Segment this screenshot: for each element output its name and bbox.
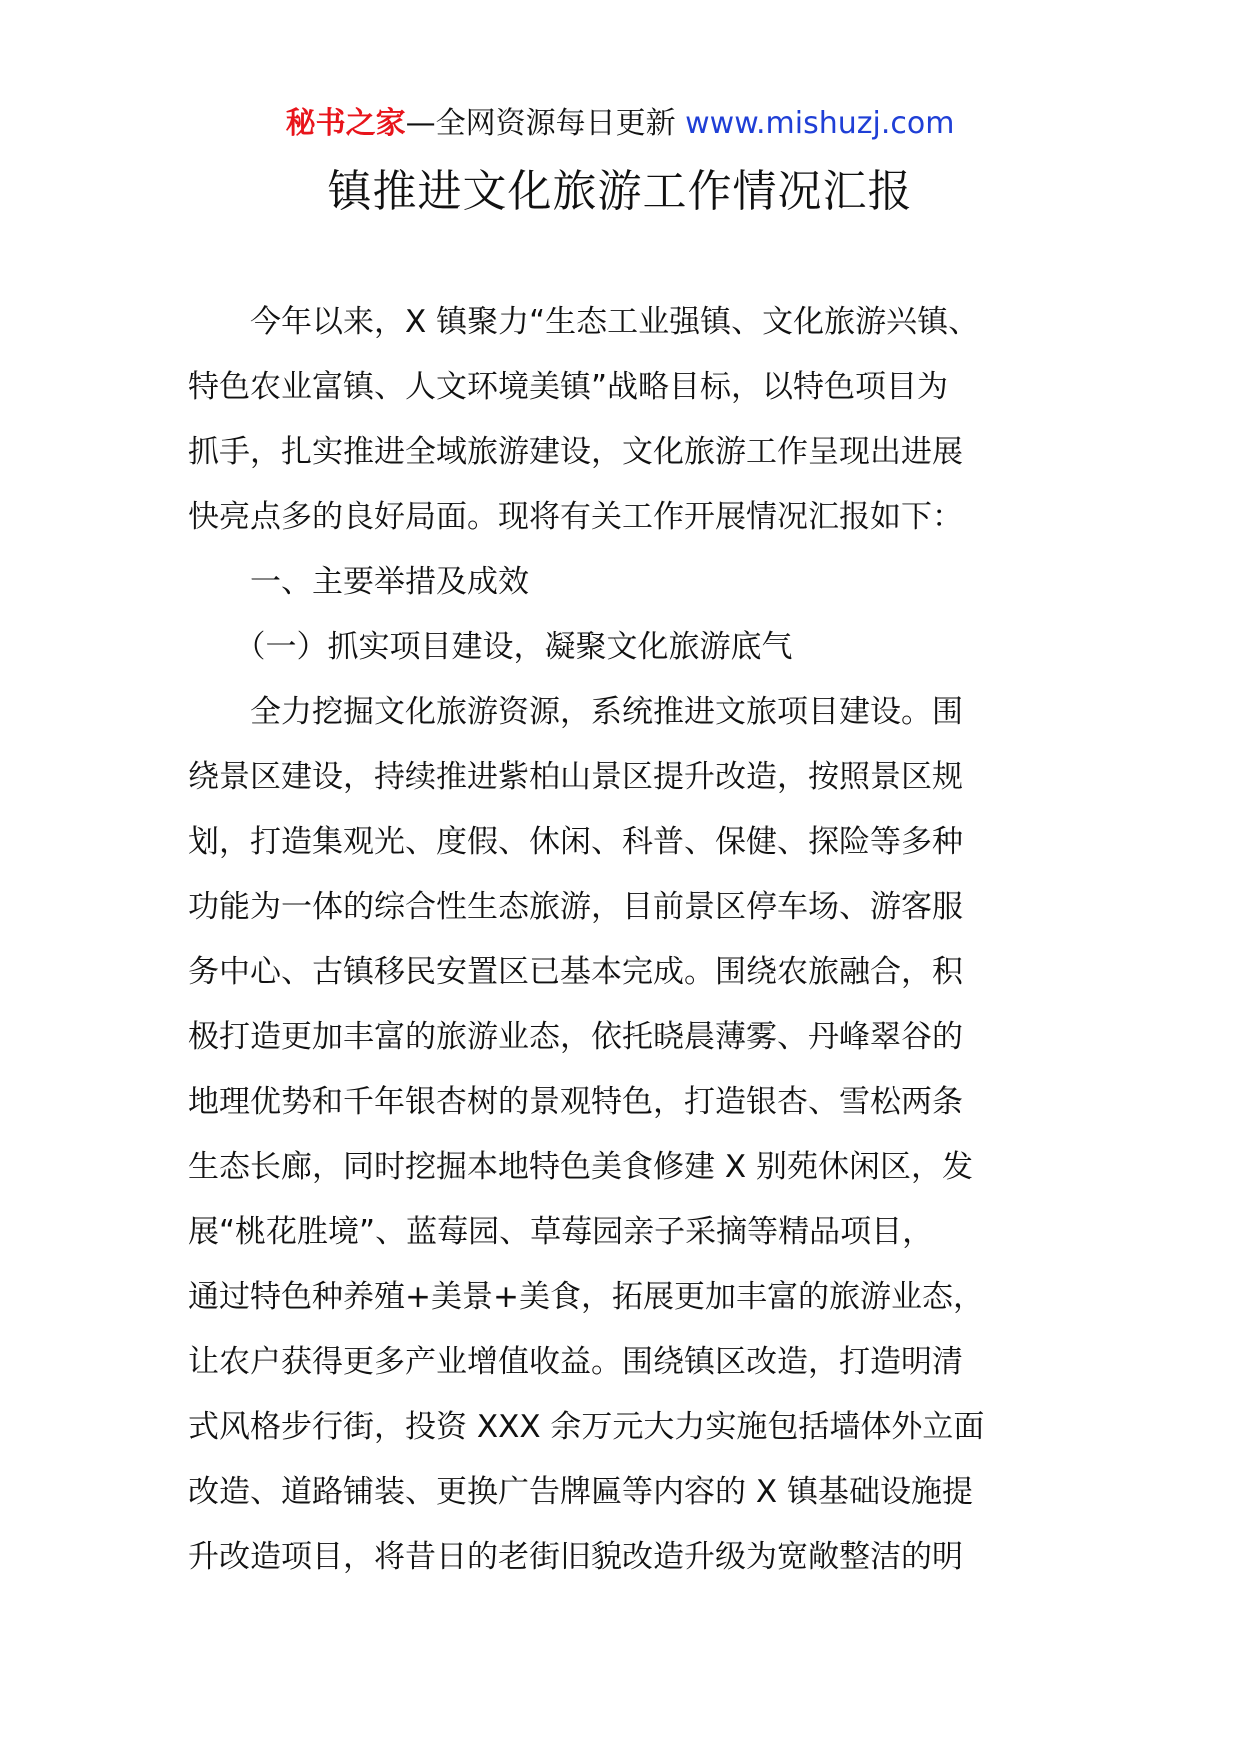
site-url[interactable]: www.mishuzj.com: [685, 106, 955, 141]
site-slogan: —全网资源每日更新: [405, 106, 686, 141]
body-line: 绕景区建设，持续推进紫柏山景区提升改造，按照景区规: [188, 759, 963, 795]
document-body: [188, 290, 1056, 1590]
body-line: 极打造更加丰富的旅游业态，依托晓晨薄雾、丹峰翠谷的: [188, 1019, 963, 1055]
body-line: 生态长廊，同时挖掘本地特色美食修建 X 别苑休闲区，发: [188, 1149, 973, 1185]
body-line: 今年以来，X 镇聚力“生态工业强镇、文化旅游兴镇、: [188, 304, 980, 340]
document-title: 镇推进文化旅游工作情况汇报: [327, 166, 913, 217]
body-line: 务中心、古镇移民安置区已基本完成。围绕农旅融合，积: [188, 954, 963, 990]
brand-name: 秘书之家: [285, 106, 406, 141]
subsection-heading: （一）抓实项目建设，凝聚文化旅游底气: [188, 629, 793, 665]
site-header: [0, 104, 1240, 144]
body-line: 特色农业富镇、人文环境美镇”战略目标，以特色项目为: [188, 369, 949, 405]
body-line: 展“桃花胜境”、蓝莓园、草莓园亲子采摘等精品项目，: [188, 1214, 934, 1250]
body-line: 快亮点多的良好局面。现将有关工作开展情况汇报如下：: [188, 499, 963, 535]
body-line: 地理优势和千年银杏树的景观特色，打造银杏、雪松两条: [188, 1084, 963, 1120]
body-line: 升改造项目，将昔日的老街旧貌改造升级为宽敞整洁的明: [188, 1539, 963, 1575]
body-line: 抓手，扎实推进全域旅游建设，文化旅游工作呈现出进展: [188, 434, 963, 470]
body-line: 全力挖掘文化旅游资源，系统推进文旅项目建设。围: [188, 694, 963, 730]
body-line: 通过特色种养殖+美景+美食，拓展更加丰富的旅游业态，: [188, 1279, 984, 1315]
body-line: 式风格步行街，投资 XXX 余万元大力实施包括墙体外立面: [188, 1409, 985, 1445]
section-heading: 一、主要举措及成效: [188, 564, 529, 600]
body-line: 功能为一体的综合性生态旅游，目前景区停车场、游客服: [188, 889, 963, 925]
body-line: 划，打造集观光、度假、休闲、科普、保健、探险等多种: [188, 824, 963, 860]
body-line: 让农户获得更多产业增值收益。围绕镇区改造，打造明清: [188, 1344, 963, 1380]
body-line: 改造、道路铺装、更换广告牌匾等内容的 X 镇基础设施提: [188, 1474, 973, 1510]
